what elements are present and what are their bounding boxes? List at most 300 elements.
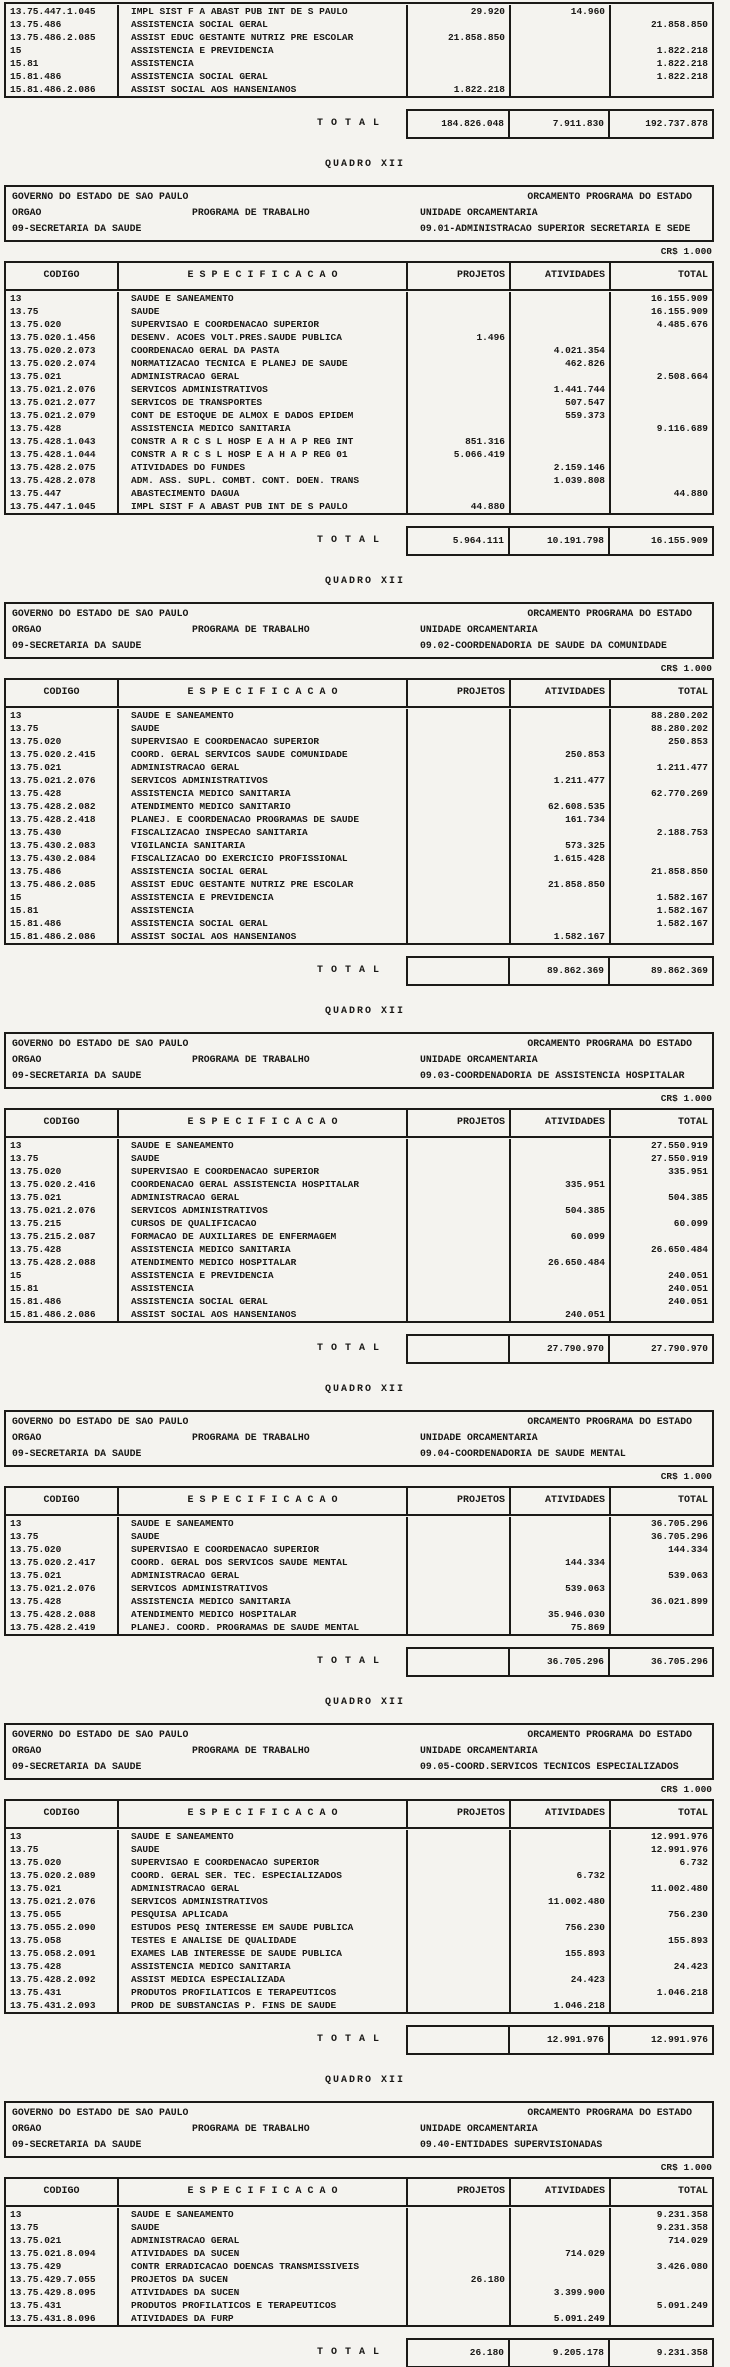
total-cell: [611, 878, 712, 891]
total-cell: [611, 813, 712, 826]
spec-cell: DESENV. ACOES VOLT.PRES.SAUDE PUBLICA: [119, 331, 408, 344]
spec-cell: ASSIST SOCIAL AOS HANSENIANOS: [119, 83, 408, 96]
table-row: [6, 57, 712, 70]
total-cell: 1.211.477: [656, 762, 708, 773]
code-cell: 13.75.431.8.096: [6, 2312, 119, 2325]
atividades-cell: [511, 1191, 611, 1204]
projetos-cell: [408, 422, 511, 435]
table-row: [6, 826, 712, 839]
header-line-1: [6, 2105, 712, 2121]
projetos-cell: [408, 318, 511, 331]
table-row: [6, 1204, 712, 1217]
table-body: [6, 4, 712, 96]
projetos-cell: 5.066.419: [408, 448, 511, 461]
total-cell: 88.280.202: [650, 723, 708, 734]
projetos-cell: [408, 474, 511, 487]
spec-cell: ADMINISTRACAO GERAL: [119, 761, 408, 774]
total-atividades-value: 12.991.976: [510, 2027, 610, 2053]
projetos-cell: [408, 70, 511, 83]
projetos-cell: [408, 2260, 511, 2273]
atividades-cell: 250.853: [511, 748, 611, 761]
total-projetos-value: [408, 2027, 510, 2053]
atividades-cell: [511, 292, 611, 305]
column-atividades: ATIVIDADES: [511, 2179, 611, 2205]
spec-cell: FISCALIZACAO DO EXERCICIO PROFISSIONAL: [119, 852, 408, 865]
header-line-3: [6, 1759, 712, 1775]
atividades-cell: [511, 70, 611, 83]
total-cell: 240.051: [668, 1270, 708, 1281]
header-line-3: [6, 221, 712, 237]
header-line-3: [6, 2137, 712, 2153]
table-row: [6, 1960, 712, 1973]
program-table: [4, 1108, 714, 1323]
code-cell: 13.75.020: [6, 1543, 119, 1556]
governo-label: GOVERNO DO ESTADO DE SAO PAULO: [12, 1729, 189, 1740]
table-row: [6, 1934, 712, 1947]
total-cell: [611, 474, 712, 487]
atividades-cell: 14.960: [511, 5, 611, 18]
table-row: [6, 1243, 712, 1256]
code-cell: 13: [6, 1517, 119, 1530]
spec-cell: SERVICOS ADMINISTRATIVOS: [119, 774, 408, 787]
table-row: [6, 722, 712, 735]
orgao-value: 09-SECRETARIA DA SAUDE: [12, 2139, 142, 2150]
code-cell: 15.81: [6, 57, 119, 70]
projetos-cell: 1.822.218: [408, 83, 511, 96]
spec-cell: SAUDE E SANEAMENTO: [119, 709, 408, 722]
unidade-orcamentaria-label: UNIDADE ORCAMENTARIA: [420, 1054, 538, 1065]
code-cell: 15.81.486: [6, 1295, 119, 1308]
programa-trabalho-label: PROGRAMA DE TRABALHO: [192, 1432, 310, 1443]
total-cell: [611, 1256, 712, 1269]
atividades-cell: 161.734: [511, 813, 611, 826]
table-row: [6, 709, 712, 722]
table-row: [6, 1269, 712, 1282]
total-cell: [611, 1999, 712, 2012]
table-row: [6, 305, 712, 318]
projetos-cell: [408, 305, 511, 318]
atividades-cell: [511, 487, 611, 500]
column-especificacao: E S P E C I F I C A C A O: [119, 1110, 408, 1136]
projetos-cell: [408, 344, 511, 357]
atividades-cell: [511, 761, 611, 774]
total-cell: [611, 2273, 712, 2286]
spec-cell: ASSISTENCIA: [119, 904, 408, 917]
atividades-cell: 559.373: [511, 409, 611, 422]
table-body: [6, 1138, 712, 1321]
total-cell: [611, 1230, 712, 1243]
code-cell: 13.75.428.2.075: [6, 461, 119, 474]
column-atividades: ATIVIDADES: [511, 1801, 611, 1827]
code-cell: 13.75: [6, 305, 119, 318]
header-line-3: [6, 1446, 712, 1462]
governo-label: GOVERNO DO ESTADO DE SAO PAULO: [12, 1416, 189, 1427]
table-row: [6, 500, 712, 513]
table-row: [6, 461, 712, 474]
table-row: [6, 1895, 712, 1908]
atividades-cell: [511, 2299, 611, 2312]
atividades-cell: 2.159.146: [511, 461, 611, 474]
quadro-heading: QUADRO XII: [324, 159, 405, 170]
projetos-cell: [408, 1256, 511, 1269]
spec-cell: SAUDE: [119, 722, 408, 735]
total-cell: 9.116.689: [656, 423, 708, 434]
governo-label: GOVERNO DO ESTADO DE SAO PAULO: [12, 1038, 189, 1049]
code-cell: 13.75.021: [6, 1191, 119, 1204]
projetos-cell: [408, 409, 511, 422]
total-cell: [611, 1895, 712, 1908]
projetos-cell: [408, 1517, 511, 1530]
spec-cell: IMPL SIST F A ABAST PUB INT DE S PAULO: [119, 500, 408, 513]
total-cell: [611, 800, 712, 813]
table-row: [6, 891, 712, 904]
total-cell: [611, 435, 712, 448]
table-row: [6, 422, 712, 435]
atividades-cell: 714.029: [511, 2247, 611, 2260]
table-row: [6, 1947, 712, 1960]
header-line-2: [6, 2121, 712, 2137]
header-line-1: [6, 1036, 712, 1052]
code-cell: 13.75.430: [6, 826, 119, 839]
table-row: [6, 2260, 712, 2273]
total-cell: [611, 748, 712, 761]
code-cell: 13.75.215.2.087: [6, 1230, 119, 1243]
code-cell: 13.75: [6, 722, 119, 735]
spec-cell: PESQUISA APLICADA: [119, 1908, 408, 1921]
code-cell: 13.75.428.2.419: [6, 1621, 119, 1634]
projetos-cell: [408, 1569, 511, 1582]
projetos-cell: [408, 2208, 511, 2221]
spec-cell: SERVICOS ADMINISTRATIVOS: [119, 383, 408, 396]
total-cell: 16.155.909: [650, 306, 708, 317]
table-body: [6, 2207, 712, 2325]
total-cell: 9.231.358: [656, 2222, 708, 2233]
table-row: [6, 1608, 712, 1621]
code-cell: 13.75.020.2.416: [6, 1178, 119, 1191]
atividades-cell: 35.946.030: [511, 1608, 611, 1621]
spec-cell: SUPERVISAO E COORDENACAO SUPERIOR: [119, 1165, 408, 1178]
governo-label: GOVERNO DO ESTADO DE SAO PAULO: [12, 191, 189, 202]
total-cell: 44.880: [673, 488, 708, 499]
atividades-cell: [511, 448, 611, 461]
orgao-label: ORGAO: [12, 1432, 42, 1443]
table-row: [6, 396, 712, 409]
spec-cell: SAUDE: [119, 1152, 408, 1165]
total-grand-value: 12.991.976: [650, 2034, 708, 2045]
atividades-cell: [511, 1908, 611, 1921]
code-cell: 13.75.021: [6, 1882, 119, 1895]
total-box: [406, 109, 714, 139]
table-row: [6, 774, 712, 787]
total-cell: [611, 5, 712, 18]
table-row: [6, 1530, 712, 1543]
table-row: [6, 787, 712, 800]
projetos-cell: [408, 1986, 511, 1999]
governo-label: GOVERNO DO ESTADO DE SAO PAULO: [12, 608, 189, 619]
code-cell: 15.81.486.2.086: [6, 930, 119, 943]
projetos-cell: [408, 18, 511, 31]
projetos-cell: [408, 2312, 511, 2325]
projetos-cell: [408, 1152, 511, 1165]
projetos-cell: [408, 865, 511, 878]
projetos-cell: [408, 813, 511, 826]
projetos-cell: [408, 1947, 511, 1960]
unidade-orcamentaria-value: 09.05-COORD.SERVICOS TECNICOS ESPECIALIZADOS: [420, 1761, 679, 1772]
code-cell: 13.75.428: [6, 787, 119, 800]
code-cell: 15.81: [6, 904, 119, 917]
atividades-cell: [511, 83, 611, 96]
total-cell: 2.188.753: [656, 827, 708, 838]
spec-cell: SAUDE: [119, 2221, 408, 2234]
currency-note: CR$ 1.000: [660, 1784, 712, 1795]
column-atividades: ATIVIDADES: [511, 1488, 611, 1514]
projetos-cell: [408, 1295, 511, 1308]
code-cell: 15.81.486.2.086: [6, 1308, 119, 1321]
spec-cell: SERVICOS DE TRANSPORTES: [119, 396, 408, 409]
org-header-box: [4, 2101, 714, 2158]
table-row: [6, 1191, 712, 1204]
unidade-orcamentaria-value: 09.40-ENTIDADES SUPERVISIONADAS: [420, 2139, 603, 2150]
total-cell: 1.582.167: [656, 892, 708, 903]
spec-cell: IMPL SIST F A ABAST PUB INT DE S PAULO: [119, 5, 408, 18]
projetos-cell: [408, 1895, 511, 1908]
spec-cell: PROD DE SUBSTANCIAS P. FINS DE SAUDE: [119, 1999, 408, 2012]
code-cell: 13.75.020.2.074: [6, 357, 119, 370]
total-label: T O T A L: [316, 2034, 380, 2045]
code-cell: 13: [6, 1830, 119, 1843]
atividades-cell: [511, 57, 611, 70]
spec-cell: CONSTR A R C S L HOSP E A H A P REG 01: [119, 448, 408, 461]
atividades-cell: 1.615.428: [511, 852, 611, 865]
quadro-heading: QUADRO XII: [324, 1384, 405, 1395]
column-codigo: CODIGO: [6, 1801, 119, 1827]
total-cell: 27.550.919: [650, 1153, 708, 1164]
spec-cell: ASSISTENCIA SOCIAL GERAL: [119, 865, 408, 878]
atividades-cell: 75.869: [511, 1621, 611, 1634]
total-grand-value: 9.231.358: [656, 2347, 708, 2358]
total-cell: [611, 1973, 712, 1986]
spec-cell: FISCALIZACAO INSPECAO SANITARIA: [119, 826, 408, 839]
atividades-cell: [511, 1269, 611, 1282]
quadro-heading: QUADRO XII: [324, 2075, 405, 2086]
projetos-cell: [408, 487, 511, 500]
atividades-cell: [511, 1986, 611, 1999]
code-cell: 13.75.431: [6, 2299, 119, 2312]
code-cell: 13.75.021.2.076: [6, 1204, 119, 1217]
projetos-cell: [408, 1934, 511, 1947]
spec-cell: SUPERVISAO E COORDENACAO SUPERIOR: [119, 318, 408, 331]
table-row: [6, 852, 712, 865]
total-cell: 26.650.484: [650, 1244, 708, 1255]
atividades-cell: 240.051: [511, 1308, 611, 1321]
projetos-cell: [408, 891, 511, 904]
total-cell: 36.021.899: [650, 1596, 708, 1607]
code-cell: 13.75.428: [6, 1960, 119, 1973]
header-line-1: [6, 189, 712, 205]
code-cell: 13.75.430.2.084: [6, 852, 119, 865]
spec-cell: SAUDE: [119, 1843, 408, 1856]
atividades-cell: [511, 2221, 611, 2234]
projetos-cell: [408, 852, 511, 865]
spec-cell: PLANEJ. E COORDENACAO PROGRAMAS DE SAUDE: [119, 813, 408, 826]
column-especificacao: E S P E C I F I C A C A O: [119, 680, 408, 706]
spec-cell: ADMINISTRACAO GERAL: [119, 370, 408, 383]
program-table: [4, 2177, 714, 2327]
column-projetos: PROJETOS: [408, 2179, 511, 2205]
total-cell: [611, 1308, 712, 1321]
table-row: [6, 1230, 712, 1243]
table-row: [6, 409, 712, 422]
atividades-cell: [511, 722, 611, 735]
total-cell: 155.893: [668, 1935, 708, 1946]
spec-cell: CURSOS DE QUALIFICACAO: [119, 1217, 408, 1230]
column-codigo: CODIGO: [6, 680, 119, 706]
total-row: [4, 2025, 714, 2055]
quadro-heading: QUADRO XII: [324, 1697, 405, 1708]
code-cell: 13.75.447: [6, 487, 119, 500]
column-projetos: PROJETOS: [408, 680, 511, 706]
orgao-label: ORGAO: [12, 207, 42, 218]
orgao-label: ORGAO: [12, 1054, 42, 1065]
atividades-cell: [511, 1282, 611, 1295]
currency-note: CR$ 1.000: [660, 1093, 712, 1104]
code-cell: 13.75.215: [6, 1217, 119, 1230]
total-grand-value: 36.705.296: [650, 1656, 708, 1667]
header-line-2: [6, 1052, 712, 1068]
currency-note: CR$ 1.000: [660, 246, 712, 257]
atividades-cell: [511, 787, 611, 800]
projetos-cell: [408, 1556, 511, 1569]
spec-cell: ASSISTENCIA MEDICO SANITARIA: [119, 787, 408, 800]
atividades-cell: [511, 435, 611, 448]
total-label: T O T A L: [316, 1343, 380, 1354]
projetos-cell: [408, 787, 511, 800]
projetos-cell: [408, 1204, 511, 1217]
spec-cell: ASSISTENCIA SOCIAL GERAL: [119, 70, 408, 83]
code-cell: 13.75.055.2.090: [6, 1921, 119, 1934]
projetos-cell: [408, 1608, 511, 1621]
total-cell: [611, 383, 712, 396]
projetos-cell: 21.858.850: [408, 31, 511, 44]
spec-cell: ATENDIMENTO MEDICO SANITARIO: [119, 800, 408, 813]
spec-cell: CONTR ERRADICACAO DOENCAS TRANSMISSIVEIS: [119, 2260, 408, 2273]
spec-cell: COORD. GERAL DOS SERVICOS SAUDE MENTAL: [119, 1556, 408, 1569]
table-row: [6, 904, 712, 917]
spec-cell: ASSISTENCIA SOCIAL GERAL: [119, 18, 408, 31]
atividades-cell: 144.334: [511, 1556, 611, 1569]
spec-cell: FORMACAO DE AUXILIARES DE ENFERMAGEM: [119, 1230, 408, 1243]
table-row: [6, 2247, 712, 2260]
total-projetos-value: [408, 1649, 510, 1675]
projetos-cell: [408, 1139, 511, 1152]
projetos-cell: [408, 761, 511, 774]
unidade-orcamentaria-value: 09.01-ADMINISTRACAO SUPERIOR SECRETARIA E SEDE: [420, 223, 691, 234]
spec-cell: ADMINISTRACAO GERAL: [119, 1569, 408, 1582]
code-cell: 15: [6, 44, 119, 57]
total-cell: [611, 83, 712, 96]
total-cell: 4.485.676: [656, 319, 708, 330]
total-cell: 36.705.296: [650, 1531, 708, 1542]
projetos-cell: [408, 1882, 511, 1895]
total-cell: 12.991.976: [650, 1844, 708, 1855]
total-atividades-value: 7.911.830: [510, 111, 610, 137]
total-cell: [611, 1556, 712, 1569]
total-cell: 62.770.269: [650, 788, 708, 799]
table-row: [6, 1908, 712, 1921]
column-codigo: CODIGO: [6, 1488, 119, 1514]
total-projetos-value: 184.826.048: [408, 111, 510, 137]
atividades-cell: [511, 1830, 611, 1843]
total-cell: 5.091.249: [656, 2300, 708, 2311]
quadro-heading: QUADRO XII: [324, 576, 405, 587]
atividades-cell: [511, 709, 611, 722]
orgao-label: ORGAO: [12, 2123, 42, 2134]
atividades-cell: [511, 891, 611, 904]
column-projetos: PROJETOS: [408, 263, 511, 289]
spec-cell: SAUDE E SANEAMENTO: [119, 1517, 408, 1530]
total-cell: 250.853: [668, 736, 708, 747]
spec-cell: ASSISTENCIA MEDICO SANITARIA: [119, 1960, 408, 1973]
total-cell: 24.423: [673, 1961, 708, 1972]
code-cell: 15: [6, 891, 119, 904]
column-total: TOTAL: [677, 2186, 708, 2197]
orcamento-programa-label: ORCAMENTO PROGRAMA DO ESTADO: [527, 2107, 692, 2118]
total-cell: [611, 31, 712, 44]
spec-cell: ASSISTENCIA SOCIAL GERAL: [119, 917, 408, 930]
table-row: [6, 1999, 712, 2012]
code-cell: 13.75.428: [6, 1243, 119, 1256]
total-cell: [611, 1608, 712, 1621]
table-row: [6, 1921, 712, 1934]
code-cell: 13.75.430.2.083: [6, 839, 119, 852]
code-cell: 13.75.020: [6, 1165, 119, 1178]
total-projetos-value: 5.964.111: [408, 528, 510, 554]
org-header-box: [4, 1410, 714, 1467]
total-cell: [611, 396, 712, 409]
projetos-cell: [408, 930, 511, 943]
atividades-cell: [511, 1517, 611, 1530]
code-cell: 13.75.021.2.076: [6, 1895, 119, 1908]
table-row: [6, 1595, 712, 1608]
code-cell: 13.75.428.1.044: [6, 448, 119, 461]
table-row: [6, 44, 712, 57]
total-cell: 9.231.358: [656, 2209, 708, 2220]
table-row: [6, 748, 712, 761]
total-cell: [611, 500, 712, 513]
code-cell: 13.75.428: [6, 422, 119, 435]
projetos-cell: [408, 2299, 511, 2312]
atividades-cell: 11.002.480: [511, 1895, 611, 1908]
projetos-cell: [408, 722, 511, 735]
code-cell: 13.75.021: [6, 2234, 119, 2247]
table-row: [6, 435, 712, 448]
column-atividades: ATIVIDADES: [511, 263, 611, 289]
code-cell: 13.75.428.2.418: [6, 813, 119, 826]
spec-cell: ADM. ASS. SUPL. COMBT. CONT. DOEN. TRANS: [119, 474, 408, 487]
projetos-cell: [408, 2221, 511, 2234]
code-cell: 13.75.429: [6, 2260, 119, 2273]
projetos-cell: [408, 1960, 511, 1973]
table-column-header-row: [6, 680, 712, 708]
spec-cell: SUPERVISAO E COORDENACAO SUPERIOR: [119, 735, 408, 748]
table-row: [6, 2299, 712, 2312]
atividades-cell: [511, 2234, 611, 2247]
spec-cell: CONSTR A R C S L HOSP E A H A P REG INT: [119, 435, 408, 448]
table-row: [6, 1165, 712, 1178]
orgao-value: 09-SECRETARIA DA SAUDE: [12, 1070, 142, 1081]
unidade-orcamentaria-label: UNIDADE ORCAMENTARIA: [420, 2123, 538, 2134]
program-table: [4, 261, 714, 515]
